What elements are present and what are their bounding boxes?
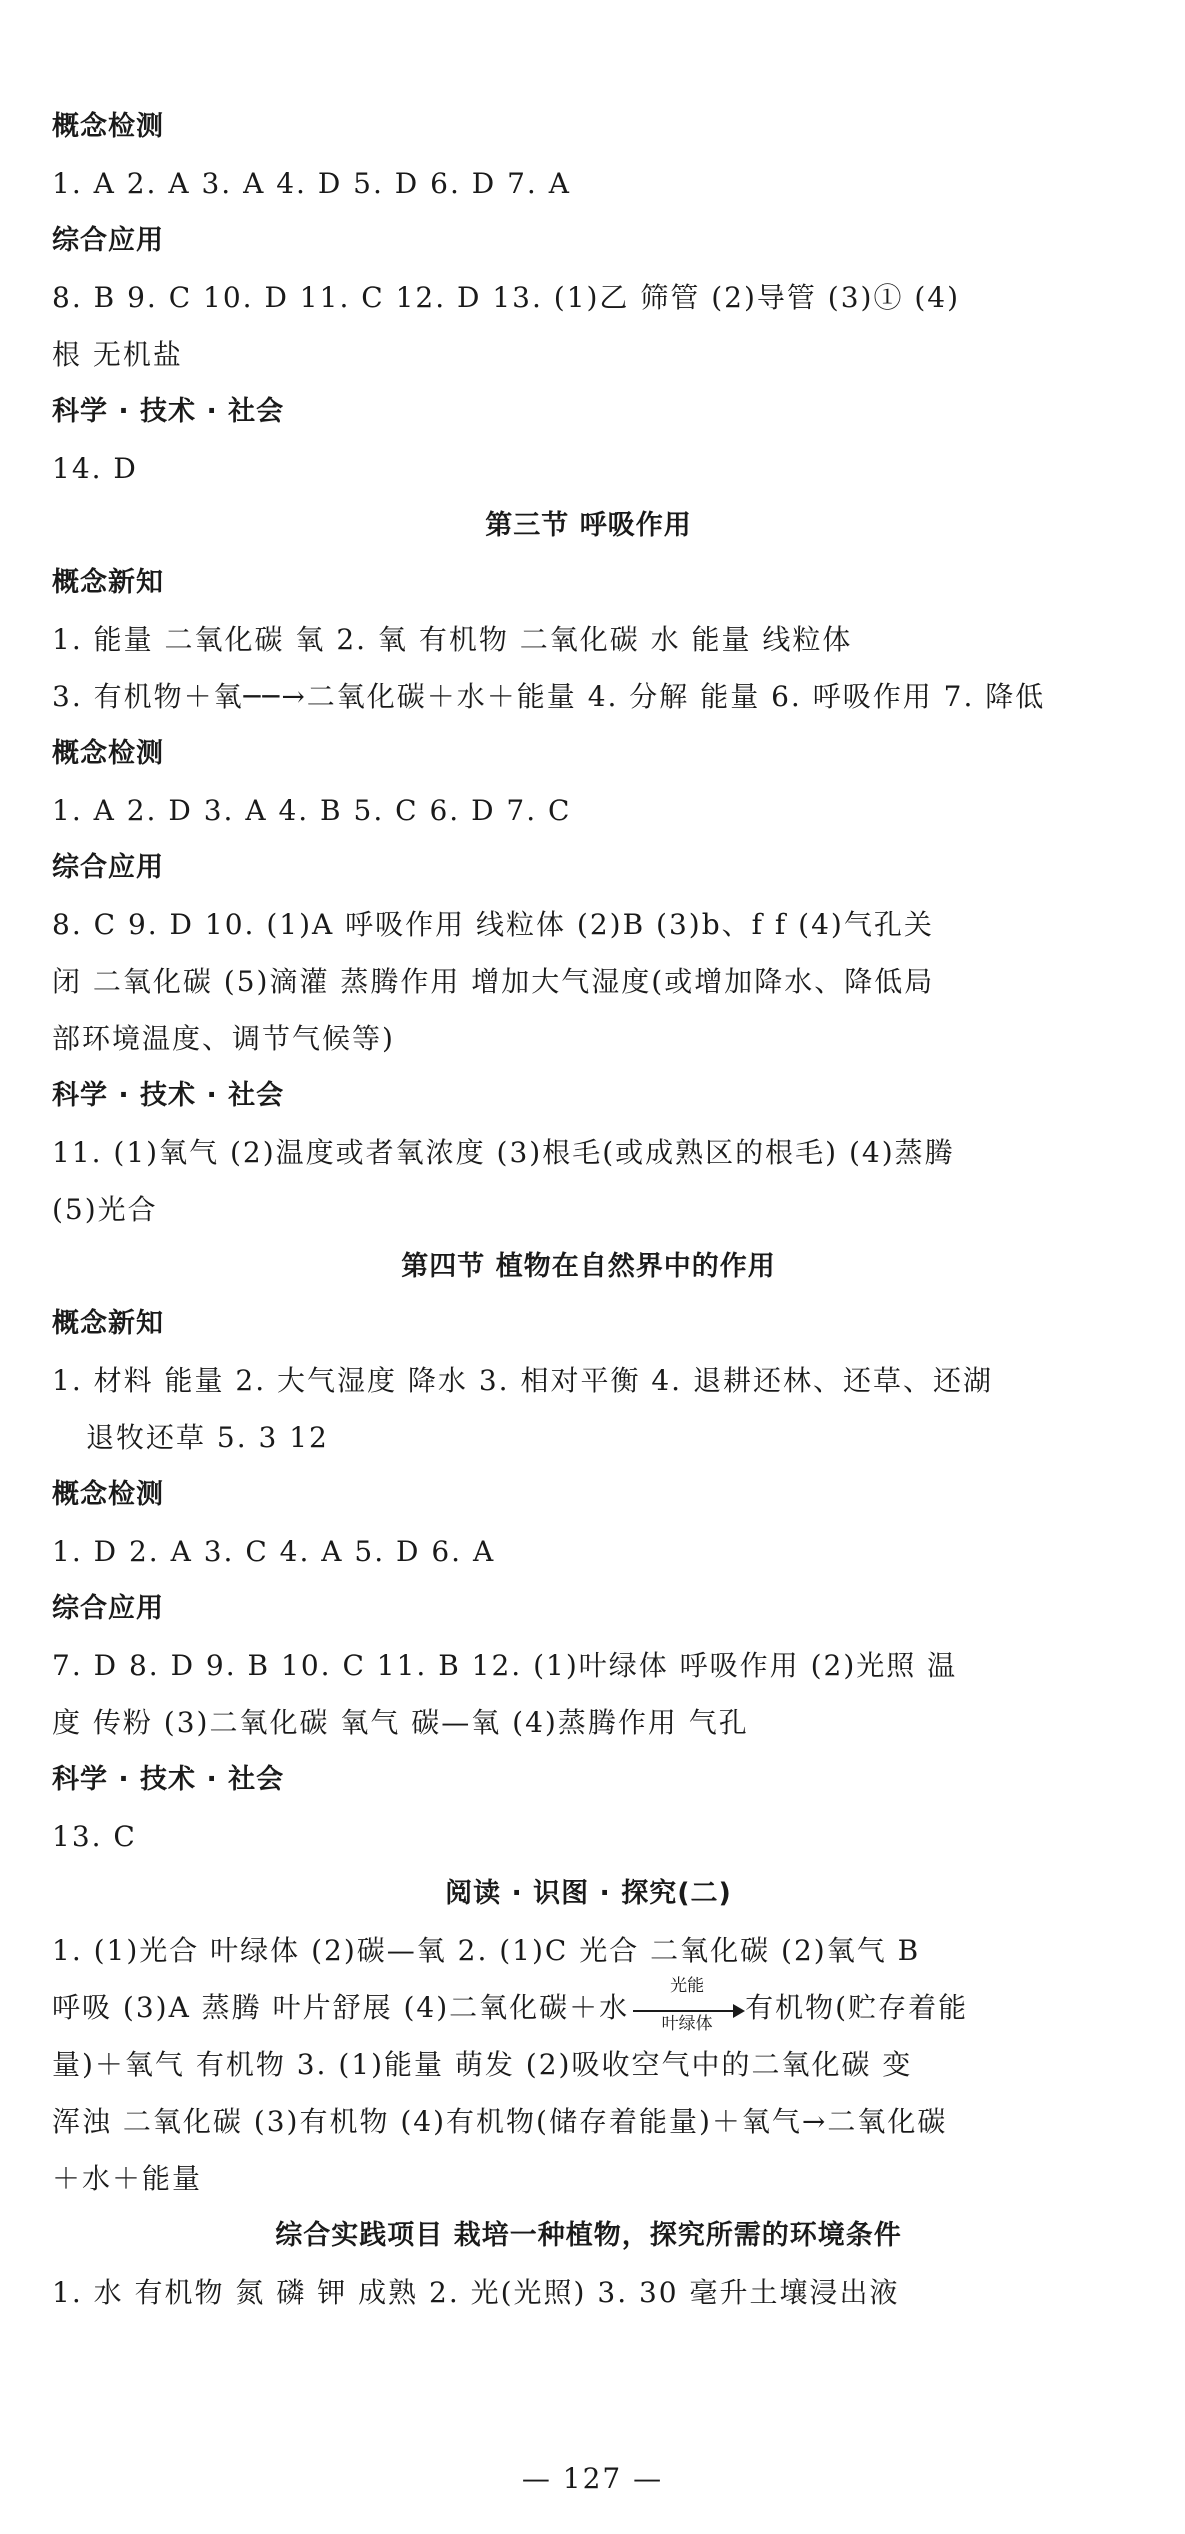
section-heading: 科学 · 技术 · 社会 bbox=[52, 396, 285, 427]
arrow-condition-above: 光能 bbox=[670, 1975, 705, 1996]
section-title: 综合实践项目 栽培一种植物，探究所需的环境条件 bbox=[275, 2220, 902, 2251]
answer-line: 11. (1)氧气 (2)温度或者氧浓度 (3)根毛(或成熟区的根毛) (4)蒸腾 bbox=[52, 1136, 955, 1169]
answer-line: 量)＋氧气 有机物 3. (1)能量 萌发 (2)吸收空气中的二氧化碳 变 bbox=[52, 2048, 913, 2081]
page-number: — 127 — bbox=[521, 2462, 664, 2495]
answer-line: 1. (1)光合 叶绿体 (2)碳—氧 2. (1)C 光合 二氧化碳 (2)氧气 B bbox=[52, 1934, 921, 1967]
answer-line: 1. A 2. A 3. A 4. D 5. D 6. D 7. A bbox=[52, 167, 571, 200]
answer-line: 退牧还草 5. 3 12 bbox=[86, 1421, 329, 1454]
section-heading: 概念新知 bbox=[52, 567, 164, 598]
section-title: 第四节 植物在自然界中的作用 bbox=[401, 1251, 776, 1282]
answer-line: 部环境温度、调节气候等) bbox=[52, 1022, 395, 1055]
answer-line: ＋水＋能量 bbox=[52, 2162, 203, 2195]
equation-right: 有机物(贮存着能 bbox=[745, 1991, 969, 2024]
section-heading: 综合应用 bbox=[52, 225, 164, 256]
reaction-arrow bbox=[633, 1975, 741, 2034]
section-heading: 概念检测 bbox=[52, 1479, 164, 1510]
answer-line: 14. D bbox=[52, 452, 138, 485]
answer-line: 根 无机盐 bbox=[52, 338, 183, 371]
answer-line: 1. 能量 二氧化碳 氧 2. 氧 有机物 二氧化碳 水 能量 线粒体 bbox=[52, 623, 853, 656]
answer-line: 浑浊 二氧化碳 (3)有机物 (4)有机物(储存着能量)＋氧气→二氧化碳 bbox=[52, 2105, 948, 2138]
answer-line: 闭 二氧化碳 (5)滴灌 蒸腾作用 增加大气湿度(或增加降水、降低局 bbox=[52, 965, 935, 998]
equation-line bbox=[52, 1975, 1125, 2034]
answer-line: 13. C bbox=[52, 1820, 137, 1853]
section-heading: 综合应用 bbox=[52, 852, 164, 883]
arrow-condition-below: 叶绿体 bbox=[661, 2013, 713, 2034]
section-heading: 科学 · 技术 · 社会 bbox=[52, 1080, 285, 1111]
answer-line: 1. D 2. A 3. C 4. A 5. D 6. A bbox=[52, 1535, 496, 1568]
answer-line: 8. C 9. D 10. (1)A 呼吸作用 线粒体 (2)B (3)b、f f (4)气孔关 bbox=[52, 908, 934, 941]
answer-line: 8. B 9. C 10. D 11. C 12. D 13. (1)乙 筛管 (2)导管 (3)① (4) bbox=[52, 281, 961, 314]
section-heading: 概念检测 bbox=[52, 111, 164, 142]
answer-line: (5)光合 bbox=[52, 1193, 158, 1226]
section-heading: 概念新知 bbox=[52, 1308, 164, 1339]
answer-line: 1. A 2. D 3. A 4. B 5. C 6. D 7. C bbox=[52, 794, 572, 827]
arrow-shaft bbox=[633, 2010, 741, 2012]
section-title: 第三节 呼吸作用 bbox=[485, 510, 692, 541]
section-heading: 综合应用 bbox=[52, 1593, 164, 1624]
answer-line: 度 传粉 (3)二氧化碳 氧气 碳—氧 (4)蒸腾作用 气孔 bbox=[52, 1706, 749, 1739]
answer-line: 1. 水 有机物 氮 磷 钾 成熟 2. 光(光照) 3. 30 毫升土壤浸出液 bbox=[52, 2276, 900, 2309]
section-heading: 科学 · 技术 · 社会 bbox=[52, 1764, 285, 1795]
answer-content bbox=[52, 112, 1125, 2308]
answer-line: 7. D 8. D 9. B 10. C 11. B 12. (1)叶绿体 呼吸作用 (2)光照 温 bbox=[52, 1649, 958, 1682]
section-title: 阅读 · 识图 · 探究(二) bbox=[445, 1878, 732, 1909]
answer-line: 3. 有机物＋氧──→二氧化碳＋水＋能量 4. 分解 能量 6. 呼吸作用 7. 降低 bbox=[52, 680, 1046, 713]
answer-line: 1. 材料 能量 2. 大气湿度 降水 3. 相对平衡 4. 退耕还林、还草、还湖 bbox=[52, 1364, 993, 1397]
section-heading: 概念检测 bbox=[52, 738, 164, 769]
equation-left: 呼吸 (3)A 蒸腾 叶片舒展 (4)二氧化碳＋水 bbox=[52, 1991, 630, 2024]
